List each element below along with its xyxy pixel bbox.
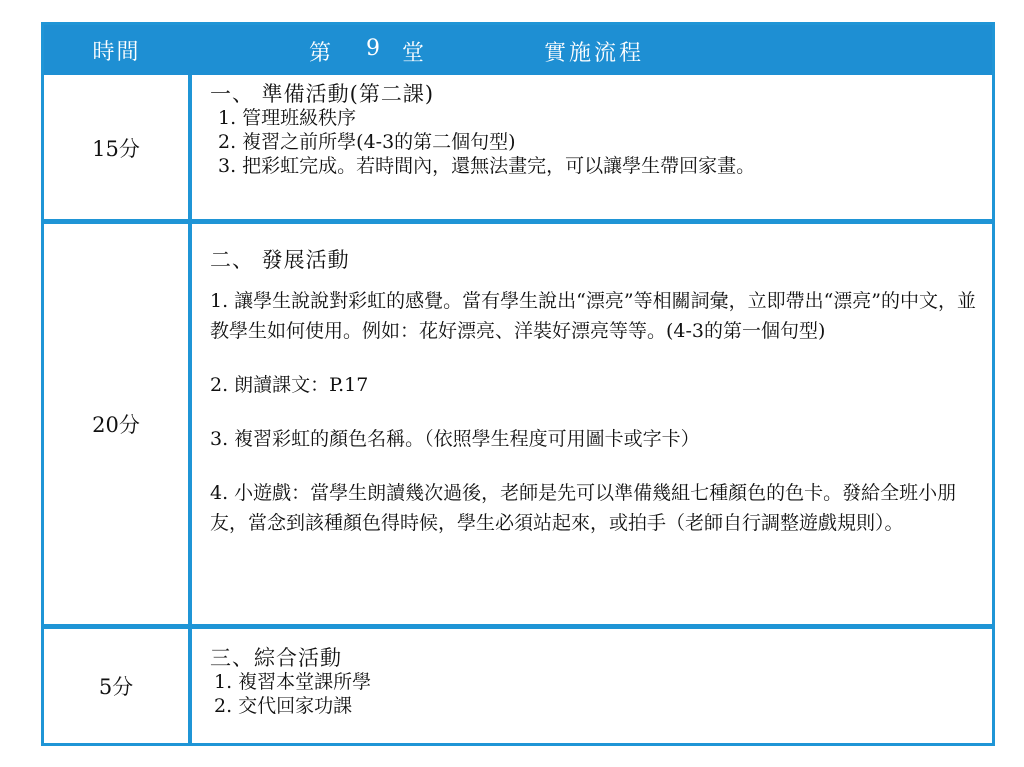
row2-item-4: 4. 小遊戲：當學生朗讀幾次過後，老師是先可以準備幾組七種顏色的色卡。發給全班小朋友，當念到該種顏色得時候，學生必須站起來，或拍手（老師自行調整遊戲規則）。 — [210, 482, 957, 534]
row2-time: 20分 — [92, 413, 140, 437]
row3-section-title: 三、綜合活動 — [210, 646, 342, 670]
row1-content — [210, 82, 980, 178]
header-time: 時間 — [92, 39, 141, 65]
row2-content — [210, 248, 980, 538]
table-header — [44, 25, 992, 75]
header-lesson-number: 9 — [366, 36, 380, 61]
row1-time: 15分 — [92, 137, 140, 161]
lesson-plan-table — [41, 22, 995, 746]
header-title — [189, 25, 992, 75]
row2-item-1: 1. 讓學生說說對彩虹的感覺。當有學生說出“漂亮”等相關詞彙，立即帶出“漂亮”的中文，並教學生如何使用。例如：花好漂亮、洋裝好漂亮等等。(4-3的第一個句型) — [210, 290, 977, 342]
row2-section-title: 二、 發展活動 — [210, 248, 350, 272]
row1-item-2: 2. 複習之前所學(4-3的第二個句型) — [218, 131, 516, 153]
column-divider — [188, 75, 192, 743]
row3-content — [210, 646, 980, 718]
row2-item-2: 2. 朗讀課文：P.17 — [210, 374, 369, 396]
header-title-procedure: 實施流程 — [544, 41, 645, 66]
row1-item-1: 1. 管理班級秩序 — [218, 107, 357, 129]
row3-time: 5分 — [98, 675, 134, 699]
header-title-lesson: 堂 — [402, 41, 425, 66]
row1-section-title: 一、 準備活動(第二課) — [210, 82, 435, 106]
header-title-prefix: 第 — [309, 41, 332, 66]
row2-item-3: 3. 複習彩虹的顏色名稱。（依照學生程度可用圖卡或字卡） — [210, 428, 700, 450]
row3-item-1: 1. 複習本堂課所學 — [214, 671, 372, 693]
row1-item-3: 3. 把彩虹完成。若時間內，還無法畫完，可以讓學生帶回家畫。 — [218, 155, 756, 177]
row3-item-2: 2. 交代回家功課 — [214, 695, 353, 717]
